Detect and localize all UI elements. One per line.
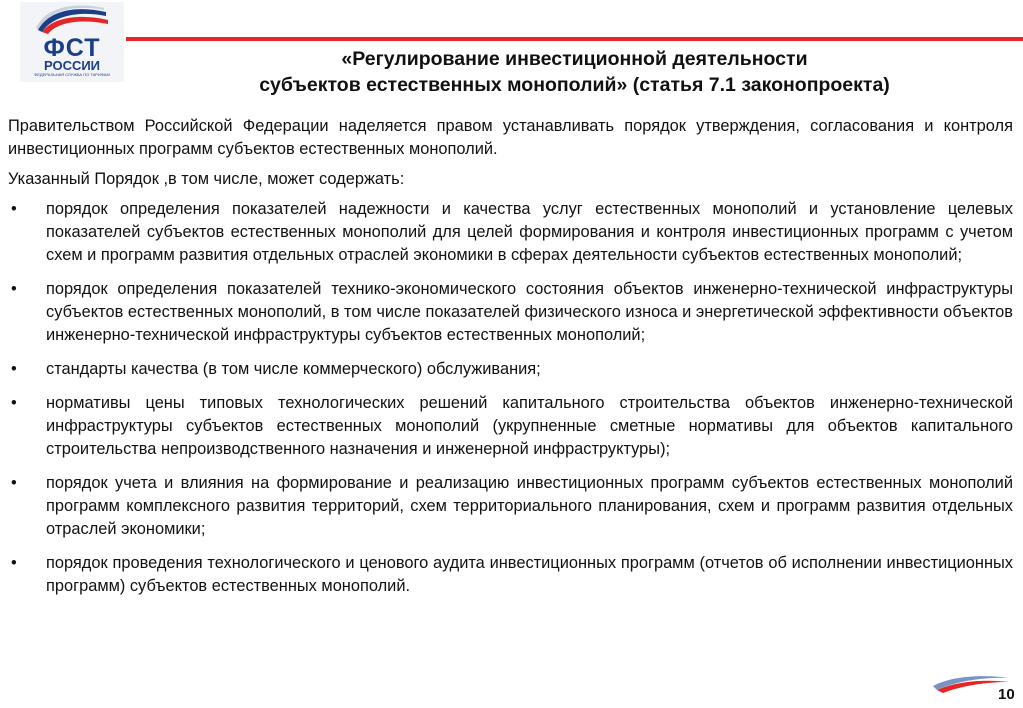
list-item-text: порядок определения показателей надежности и качества услуг естественных монополий и установление целевых показателей субъектов естественных монополий для целей формирования и контроля инвестиционных программ с учетом схем и программ развития отдельных отраслей экономики в сферах деятельности субъектов естественных монополий; — [46, 200, 1013, 264]
header-red-line — [126, 37, 1023, 41]
bullet-icon: • — [11, 360, 17, 378]
list-item — [8, 278, 1013, 347]
bullet-icon: • — [11, 394, 17, 412]
list-item-text: порядок определения показателей технико-экономического состояния объектов инженерно-технической инфраструктуры субъектов естественных монополий, в том числе показателей физического износа и энергетической эффективности объектов инженерно-технической инфраструктуры субъектов естественных монополий; — [46, 280, 1013, 344]
list-item — [8, 552, 1013, 598]
fst-logo — [20, 2, 124, 82]
bullet-icon: • — [11, 280, 17, 298]
title-line-2: субъектов естественных монополий» (статья 7.1 законопроекта) — [259, 74, 890, 96]
intro-paragraph: Правительством Российской Федерации наделяется правом устанавливать порядок утверждения, согласования и контроля инвестиционных программ субъектов естественных монополий. — [8, 117, 1013, 158]
list-item-text: нормативы цены типовых технологических решений капитального строительства объектов инженерно-технической инфраструктуры субъектов естественных монополий (укрупненные сметные нормативы для объектов капитального строительства непроизводственного назначения и инженерной инфраструктуры); — [46, 394, 1013, 458]
main-content — [8, 115, 1013, 609]
logo-abbreviation: ФСТ — [43, 34, 101, 62]
title-line-1: «Регулирование инвестиционной деятельности — [341, 48, 808, 70]
russian-flag-wave-icon — [20, 2, 124, 38]
list-item — [8, 472, 1013, 541]
logo-subtitle: ФЕДЕРАЛЬНАЯ СЛУЖБА ПО ТАРИФАМ — [34, 72, 110, 77]
bullet-icon: • — [11, 474, 17, 492]
list-item-text: порядок проведения технологического и ценового аудита инвестиционных программ (отчетов об исполнении инвестиционных программ) субъектов естественных монополий. — [46, 554, 1013, 595]
bullet-icon: • — [11, 200, 17, 218]
list-item — [8, 392, 1013, 461]
list-lead-paragraph: Указанный Порядок ,в том числе, может содержать: — [8, 170, 405, 188]
list-item — [8, 198, 1013, 267]
list-item-text: порядок учета и влияния на формирование и реализацию инвестиционных программ субъектов естественных монополий программ комплексного развития территорий, схем территориального планирования, схем и программ развития отдельных отраслей экономики; — [46, 474, 1013, 538]
logo-country: РОССИИ — [43, 58, 101, 73]
page-number: 10 — [998, 686, 1015, 703]
provisions-list — [8, 198, 1013, 598]
bullet-icon: • — [11, 554, 17, 572]
page-title — [128, 46, 1021, 98]
list-item-text: стандарты качества (в том числе коммерческого) обслуживания; — [46, 360, 541, 378]
list-item — [8, 358, 1013, 381]
